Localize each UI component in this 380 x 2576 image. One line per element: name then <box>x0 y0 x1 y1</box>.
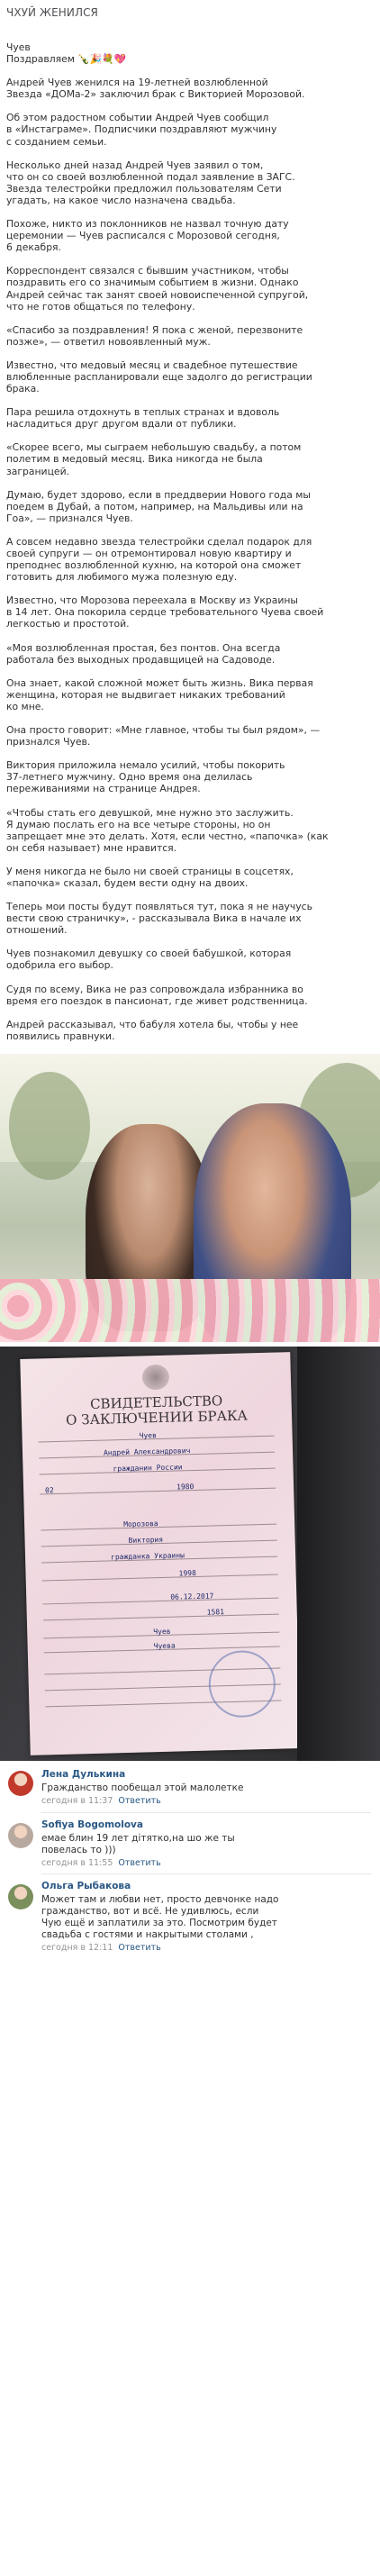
marriage-date: 06.12.2017 <box>170 1592 214 1601</box>
couple-photo[interactable] <box>0 1054 380 1342</box>
comment-time[interactable]: сегодня в 12:11 <box>41 1943 113 1953</box>
comment-author[interactable]: Sofiya Bogomolova <box>41 1819 143 1830</box>
post-paragraph: Корреспондент связался с бывшим участником, чтобы поздравить его со значимым событием в жизни. Однако Андрей сейчас так занят своей новоиспеченной супругой, что не готов общаться по телефону. <box>6 265 309 313</box>
state-emblem-icon <box>142 1365 170 1391</box>
comment-text: Гражданство пообещал этой малолетке <box>41 1782 244 1793</box>
groom-birth-year: 1980 <box>176 1482 195 1492</box>
post-title: ЧХУЙ ЖЕНИЛСЯ <box>6 6 98 19</box>
reply-button[interactable]: Ответить <box>118 1796 161 1806</box>
post-paragraph: Известно, что медовый месяц и свадебное путешествие влюбленные распланировали еще задолго до регистрации брака. <box>6 358 312 395</box>
avatar[interactable] <box>8 1823 33 1848</box>
divider <box>41 1812 371 1813</box>
groom-surname: Чуев <box>139 1431 157 1440</box>
certificate-sheet <box>20 1352 300 1755</box>
photo-flower-frame <box>0 1279 380 1342</box>
post-paragraph: А совсем недавно звезда телестройки сделал подарок для своей супруги — он отремонтировал новую квартиру и преподнес возлюбленной кухню, на которой она сможет готовить для любимого мужа полезную еду. <box>6 535 312 584</box>
groom-birth-day: 02 <box>45 1486 54 1495</box>
form-line <box>42 1598 278 1605</box>
photo-background <box>297 1347 380 1761</box>
marriage-certificate-photo[interactable] <box>0 1347 380 1761</box>
wife-new-surname: Чуева <box>153 1641 176 1651</box>
post-paragraph: Она знает, какой сложной может быть жизнь. Вика первая женщина, которая не выдвигает никаких требований ко мне. <box>6 676 313 712</box>
post-paragraph: «Спасибо за поздравления! Я пока с женой, перезвоните позже», — ответил новоявленный муж. <box>6 323 303 348</box>
photo-foliage <box>9 1072 90 1180</box>
post-paragraph: Похоже, никто из поклонников не назвал точную дату церемонии — Чуев расписался с Морозовой сегодня, 6 декабря. <box>6 218 289 254</box>
comment-time[interactable]: сегодня в 11:55 <box>41 1858 113 1868</box>
bride-birth-year: 1998 <box>178 1568 196 1578</box>
comment-meta <box>41 1796 161 1806</box>
post-paragraph: «Чтобы стать его девушкой, мне нужно это заслужить. Я думаю послать его на все четыре стороны, но он запрещает мне это делать. Хотя, если честно, «папочка» (как он себя называет) мне нравится. <box>6 806 329 854</box>
post-paragraph: Чуев познакомил девушку со своей бабушкой, которая одобрила его выбор. <box>6 948 292 972</box>
avatar[interactable] <box>8 1771 33 1796</box>
post-paragraph: Несколько дней назад Андрей Чуев заявил о том, что он со своей возлюбленной подал заявление в ЗАГС. Звезда телестройки предложил пользователям Сети угадать, на какое число назначена свадьба. <box>6 159 295 206</box>
post-paragraph: Об этом радостном событии Андрей Чуев сообщил в «Инстаграме». Подписчики поздравляют мужчину с созданием семьи. <box>6 112 277 148</box>
post-paragraph: Пара решила отдохнуть в теплых странах и вдоволь насладиться друг другом вдали от публики. <box>6 406 280 431</box>
bride-surname: Морозова <box>123 1519 158 1529</box>
comment-text: емае блин 19 лет дітятко,на шо же ты повелась то ))) <box>41 1833 235 1855</box>
form-line <box>40 1488 276 1495</box>
groom-name: Андрей Александрович <box>103 1447 191 1457</box>
post-paragraph: Думаю, будет здорово, если в преддверии Нового года мы поедем в Дубай, а потом, например, на Мальдивы или на Гоа», — признался Чуев. <box>6 488 311 524</box>
post-paragraph: Она просто говорит: «Мне главное, чтобы ты был рядом», — признался Чуев. <box>6 724 321 748</box>
form-line <box>42 1574 278 1582</box>
post-paragraph: Виктория приложила немало усилий, чтобы покорить 37-летнего мужчину. Одно время она делилась переживаниями на странице Андрея. <box>6 759 285 795</box>
post-paragraph: У меня никогда не было ни своей страницы в соцсетях, «папочка» сказал, будем вести одну на двоих. <box>6 865 294 889</box>
post-paragraph: «Скорее всего, мы сыграем небольшую свадьбу, а потом полетим в медовый месяц. Вика никогда не была заграницей. <box>6 441 302 477</box>
record-number: 1581 <box>206 1608 225 1617</box>
form-line <box>43 1614 279 1621</box>
post-paragraph: Чуев Поздравляем 🍾🎉💐💖 <box>6 41 127 66</box>
reply-button[interactable]: Ответить <box>118 1943 161 1953</box>
post-body <box>6 41 374 1054</box>
comment-meta <box>41 1858 161 1868</box>
husband-new-surname: Чуев <box>153 1627 171 1637</box>
bride-citizenship: гражданка Украины <box>110 1551 185 1562</box>
certificate-heading: СВИДЕТЕЛЬСТВО О ЗАКЛЮЧЕНИИ БРАКА <box>65 1392 249 1429</box>
comment-meta <box>41 1943 161 1953</box>
official-stamp <box>208 1650 276 1719</box>
comment-author[interactable]: Ольга Рыбакова <box>41 1881 131 1891</box>
post-paragraph: Теперь мои посты будут появляться тут, пока я не научусь вести свою страничку», - рассказывала Вика в начале их отношений. <box>6 901 312 937</box>
comment-time[interactable]: сегодня в 11:37 <box>41 1796 113 1806</box>
avatar[interactable] <box>8 1884 33 1909</box>
post-paragraph: Судя по всему, Вика не раз сопровождала избранника во время его поездок в пансионат, где живет родственница. <box>6 983 308 1007</box>
post-paragraph: Андрей рассказывал, что бабуля хотела бы, чтобы у нее появились правнуки. <box>6 1018 299 1042</box>
groom-citizenship: гражданин России <box>113 1463 183 1474</box>
divider <box>41 1873 371 1874</box>
bride-name: Виктория <box>128 1535 164 1545</box>
comment-author[interactable]: Лена Дулькина <box>41 1769 126 1780</box>
comment-text: Может там и любви нет, просто девчонке надо гражданство, вот и всё. Не удивлюсь, если Чую ещё и заплатили за это. Посмотрим будет свадьба с гостями и накрытыми столами , <box>41 1894 279 1940</box>
post-paragraph: «Моя возлюбленная простая, без понтов. Она всегда работала без выходных продавщицей на Садоводе. <box>6 641 281 666</box>
post-paragraph: Андрей Чуев женился на 19-летней возлюбленной Звезда «ДОМа-2» заключил брак с Викторией Морозовой. <box>6 77 305 101</box>
reply-button[interactable]: Ответить <box>118 1858 161 1868</box>
post-paragraph: Известно, что Морозова переехала в Москву из Украины в 14 лет. Она покорила сердце требовательного Чуева своей легкостью и простотой. <box>6 594 324 630</box>
